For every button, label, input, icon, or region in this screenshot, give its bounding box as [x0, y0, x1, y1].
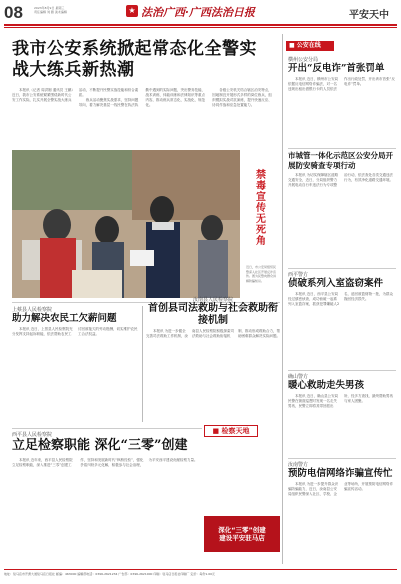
lead-body [12, 88, 274, 146]
article-paragraph: 本报讯 为切实保障辖区道路交通安全，近日，分局组织警力开展电动自行车违法行为专项整治行动，依法查处各类交通违法行为，有效净化道路交通环境。 [288, 173, 393, 187]
right-article-2 [288, 148, 396, 255]
article-paragraph: 本报讯 为进一步提升群众识骗防骗能力，近日，汝南县公安局组织民警深入社区、学校、企业等场所，开展预防电信网络诈骗宣传活动。 [288, 482, 393, 496]
bottom-article [12, 428, 202, 454]
street-scene-photo [12, 150, 240, 298]
article-body [12, 327, 140, 429]
article-body [288, 173, 396, 255]
section-tag-label: 公安在线 [296, 42, 321, 49]
article-title: 立足检察职能 深化“三零”创建 [12, 438, 188, 453]
article-paragraph: 本报讯 为进一步健全完善司法救助工作机制，汝南县人民检察院积极探索司法救助与社会救助衔接机制，推动形成救助合力，帮助困难群众解决实际问题。 [146, 329, 280, 338]
promo-box [204, 516, 280, 552]
article-body [288, 394, 396, 456]
article-paragraph: 本报讯 近日，横州市公安局依据反电信网络诈骗法，对一名违规出租出借银行卡的人员依法作出行政处罚，开出该市首张“反电诈”罚单。 [288, 77, 395, 91]
article-body [288, 292, 396, 368]
newspaper-name: 法治广西·广西法治日报 [141, 6, 255, 19]
header-rule-thin [4, 27, 397, 28]
tag-square-icon: ■ [289, 42, 297, 49]
article-kicker: 上蔡县人民检察院 [12, 307, 53, 313]
article-kicker: 横州公安分局 [288, 57, 319, 63]
promo-text: 深化“三零”创建 建设平安驻马店 [218, 526, 266, 542]
article-body [288, 77, 396, 147]
lead-paragraph: 各级公安机关结合辖区治安特点，因地制宜开展形式多样的岗位练兵，组织模拟实战对抗演练，提升快速反应、协同作战和应急处置能力。 [212, 88, 272, 107]
article-body [146, 329, 280, 413]
header-meta [34, 6, 67, 14]
section-tag-label: 检察天地 [221, 427, 250, 435]
header-editor: 责任编辑 刘 薇 美术编辑 [34, 10, 67, 14]
vertical-slogan-text: 禁毒宣传无死角 [256, 170, 266, 247]
mid-left-article [12, 306, 140, 429]
header-date: 2023年8月9日 星期三 [34, 6, 65, 10]
article-title: 助力解决农民工欠薪问题 [12, 313, 117, 324]
photo-caption: 近日，市公安局组织民警深入社区开展反诈宣传。图为民警向群众讲解防骗知识。 [246, 265, 277, 283]
right-article-1 [288, 56, 396, 147]
article-title: 首创县司法救助与社会救助衔接机制 [148, 303, 278, 326]
article-title: 开出“反电诈”首张罚单 [288, 63, 385, 74]
header-rule [4, 24, 397, 26]
right-article-5 [288, 458, 396, 566]
article-title: 预防电信网络诈骗宣传忙 [288, 468, 393, 479]
newspaper-logo-icon: ★ [126, 5, 138, 17]
article-paragraph: 本报讯 近日，西平县公安局经过缜密侦查，成功侦破一起系列入室盗窃案，抓获犯罪嫌疑人2名，追回被盗财物一批，为群众挽回经济损失。 [288, 292, 393, 306]
page-header [4, 3, 397, 25]
tag-square-icon: ■ [212, 427, 222, 435]
section-title: 平安天中 [349, 10, 389, 21]
column-divider [142, 306, 143, 422]
lead-photo [12, 150, 240, 298]
article-title: 市城管一体化示范区公安分局开展防安骑查专项行动 [288, 151, 393, 170]
article-kicker: 汝南县人民检察院 [192, 297, 233, 303]
article-kicker: 汝南警方 [288, 462, 309, 468]
article-kicker: 西平县人民检察院 [12, 432, 53, 438]
page-footer: 地址：驻马店市开源大道驻马店日报社 邮编：463000 编辑部电话：0396-2621234 广告部：0396-2621000 印刷：驻马店日报社印刷厂 定价：每份1.00元 [4, 569, 397, 581]
article-paragraph: 本报讯 近日，确山县公安局民警在街面巡逻时发现一名走失男孩，民警立即将其带回派出所，经多方查找，最终帮助男孩与家人团聚。 [288, 394, 393, 408]
article-kicker: 西平警方 [288, 272, 309, 278]
article-title: 暖心救助走失男孩 [288, 380, 365, 391]
article-paragraph: 本报讯 近年来，西平县人民检察院立足检察职能，深入推进“三零”创建工作，坚持和发展新时代“枫桥经验”，强化矛盾纠纷多元化解，积极参与社会治理，为平安西平建设贡献检察力量。 [12, 458, 198, 467]
right-article-4 [288, 370, 396, 456]
lead-headline: 我市公安系统掀起常态化全警实战大练兵新热潮 [12, 39, 257, 80]
page-number: 08 [4, 3, 23, 22]
lead-paragraph: 练兵活动聚焦实战需求，坚持问题导向，着力解决基层一线民警在执法执勤中遇到的实际问题，突出警务技能、战术训练、体能训练和法律知识等重点内容，推动练兵常态化、实战化、规范化。 [78, 88, 205, 107]
column-divider [282, 34, 283, 564]
vertical-slogan [243, 170, 279, 247]
lead-paragraph: 本报讯（记者 周洪刚 通讯员 王鹏）近日，我市公安系统紧紧围绕新时代公安工作实际，扎实开展全警实战大练兵活动，不断提升民警实战技能和综合素质。 [12, 88, 139, 102]
article-paragraph: 本报讯 近日，上蔡县人民检察院充分发挥支持起诉职能，依法帮助农民工讨回被拖欠的劳动报酬，切实维护农民工合法权益。 [12, 327, 138, 336]
article-body [288, 482, 396, 566]
mid-center-article [146, 296, 280, 413]
section-tag-police [286, 41, 334, 51]
article-title: 侦破系列入室盗窃案件 [288, 278, 384, 289]
section-tag-procuratorate [204, 425, 258, 437]
right-article-3 [288, 268, 396, 368]
article-kicker: 确山警方 [288, 374, 309, 380]
